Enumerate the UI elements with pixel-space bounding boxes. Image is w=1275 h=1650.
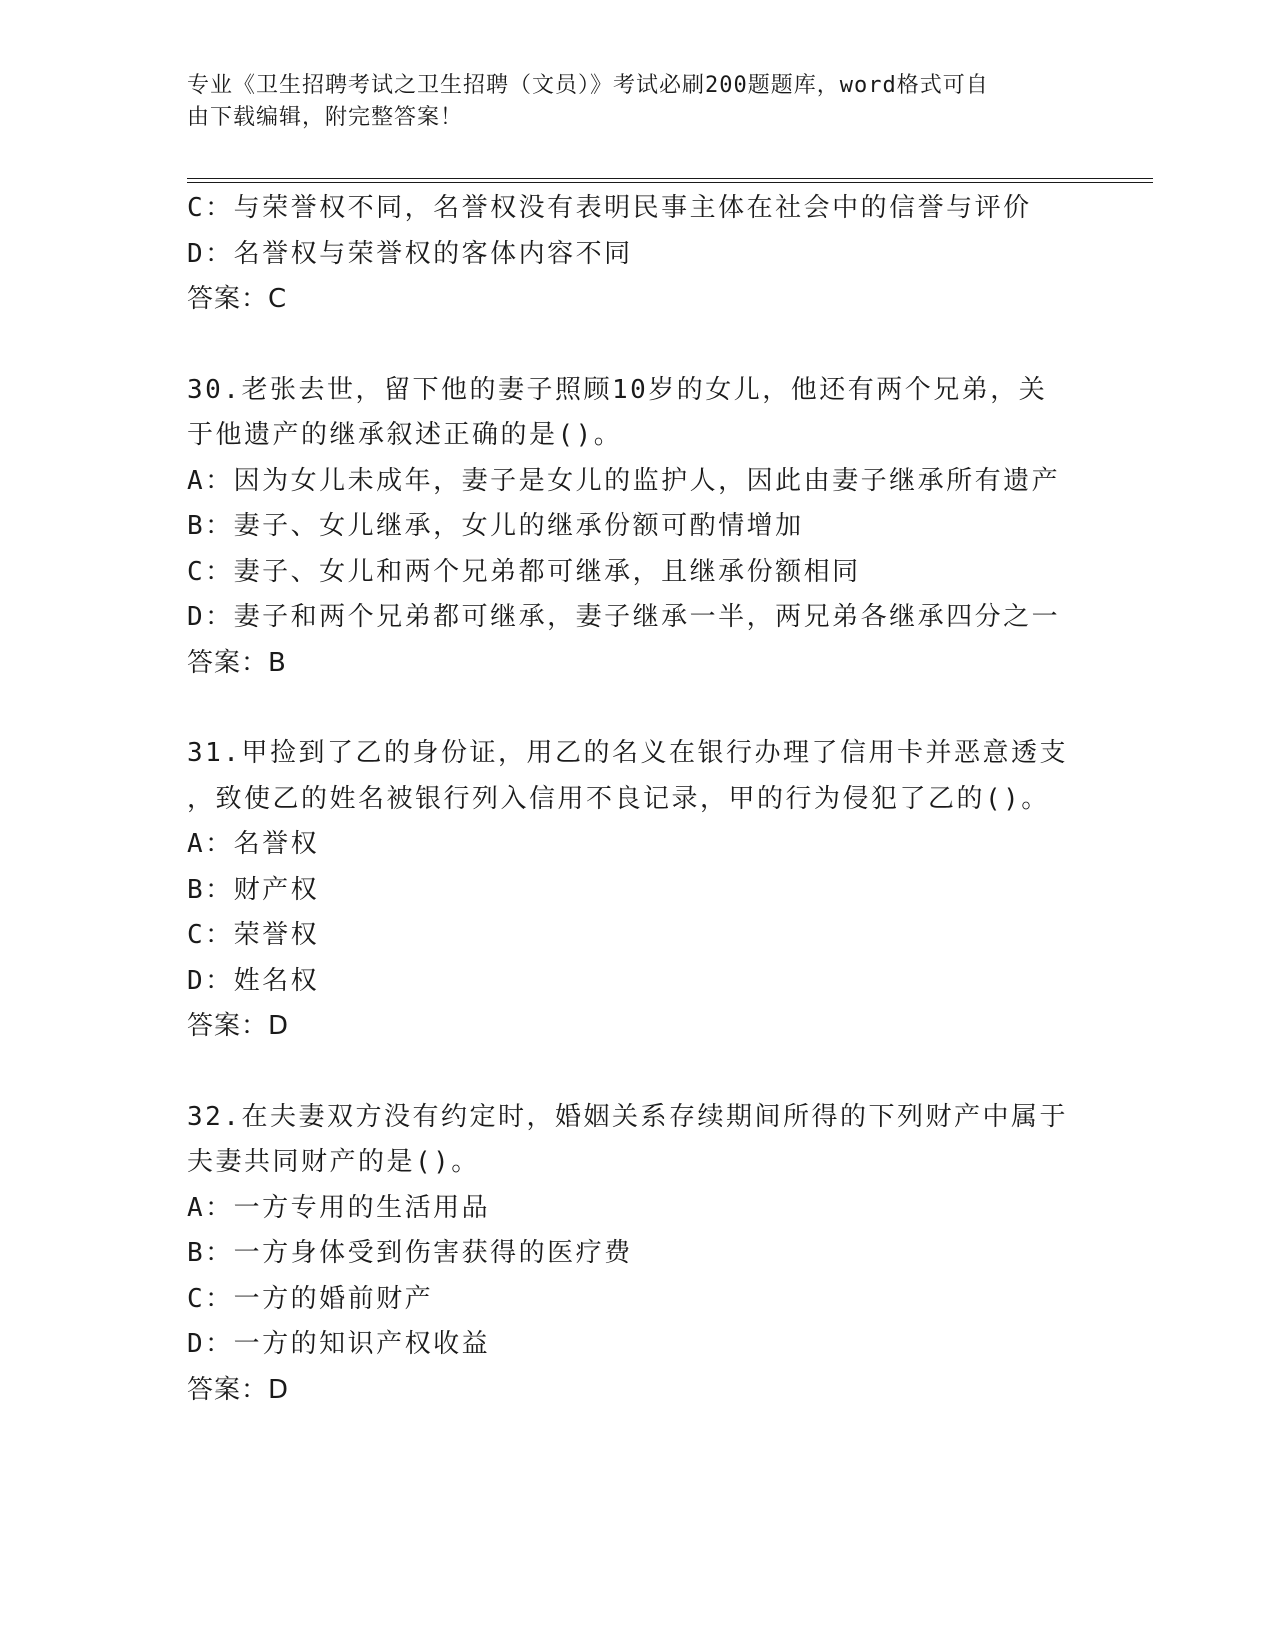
answer: 答案：C — [187, 284, 288, 314]
option-c: C：荣誉权 — [187, 920, 320, 950]
page-header — [187, 70, 1067, 134]
option-b: B：财产权 — [187, 874, 320, 905]
header-line-2: 由下载编辑，附完整答案！ — [187, 105, 464, 130]
question-stem-line: 32.在夫妻双方没有约定时，婚姻关系存续期间所得的下列财产中属于 — [187, 1101, 1068, 1132]
header-line-1: 专业《卫生招聘考试之卫生招聘（文员）》考试必刷200题题库，word格式可自 — [187, 73, 989, 98]
answer: 答案：D — [187, 1011, 290, 1041]
option-d: D：名誉权与荣誉权的客体内容不同 — [187, 238, 633, 269]
option-c: C：与荣誉权不同，名誉权没有表明民事主体在社会中的信誉与评价 — [187, 193, 1032, 223]
option-a: A：因为女儿未成年，妻子是女儿的监护人，因此由妻子继承所有遗产 — [187, 465, 1061, 496]
option-c: C：一方的婚前财产 — [187, 1283, 434, 1314]
question-list — [187, 186, 1067, 1413]
question-stem-line: 30.老张去世，留下他的妻子照顾10岁的女儿，他还有两个兄弟，关 — [187, 374, 1048, 405]
option-a: A：一方专用的生活用品 — [187, 1192, 491, 1223]
question-stem-line: 夫妻共同财产的是()。 — [187, 1147, 480, 1177]
question-stem-line: ，致使乙的姓名被银行列入信用不良记录，甲的行为侵犯了乙的()。 — [187, 783, 1050, 814]
option-d: D：妻子和两个兄弟都可继承，妻子继承一半，两兄弟各继承四分之一 — [187, 602, 1061, 632]
question-stem-line: 31.甲捡到了乙的身份证，用乙的名义在银行办理了信用卡并恶意透支 — [187, 738, 1068, 768]
option-d: D：姓名权 — [187, 965, 320, 996]
question-31 — [187, 731, 1067, 1050]
continuation-block — [187, 186, 1067, 323]
question-stem-line: 于他遗产的继承叙述正确的是()。 — [187, 420, 623, 450]
question-32 — [187, 1095, 1067, 1414]
option-a: A：名誉权 — [187, 829, 320, 859]
question-30 — [187, 368, 1067, 687]
header-rule-bottom — [187, 182, 1153, 183]
answer: 答案：B — [187, 647, 287, 678]
option-d: D：一方的知识产权收益 — [187, 1329, 491, 1359]
option-b: B：妻子、女儿继承，女儿的继承份额可酌情增加 — [187, 511, 804, 541]
answer: 答案：D — [187, 1374, 290, 1405]
option-c: C：妻子、女儿和两个兄弟都可继承，且继承份额相同 — [187, 556, 861, 587]
header-rule-top — [187, 178, 1153, 179]
option-b: B：一方身体受到伤害获得的医疗费 — [187, 1238, 633, 1268]
